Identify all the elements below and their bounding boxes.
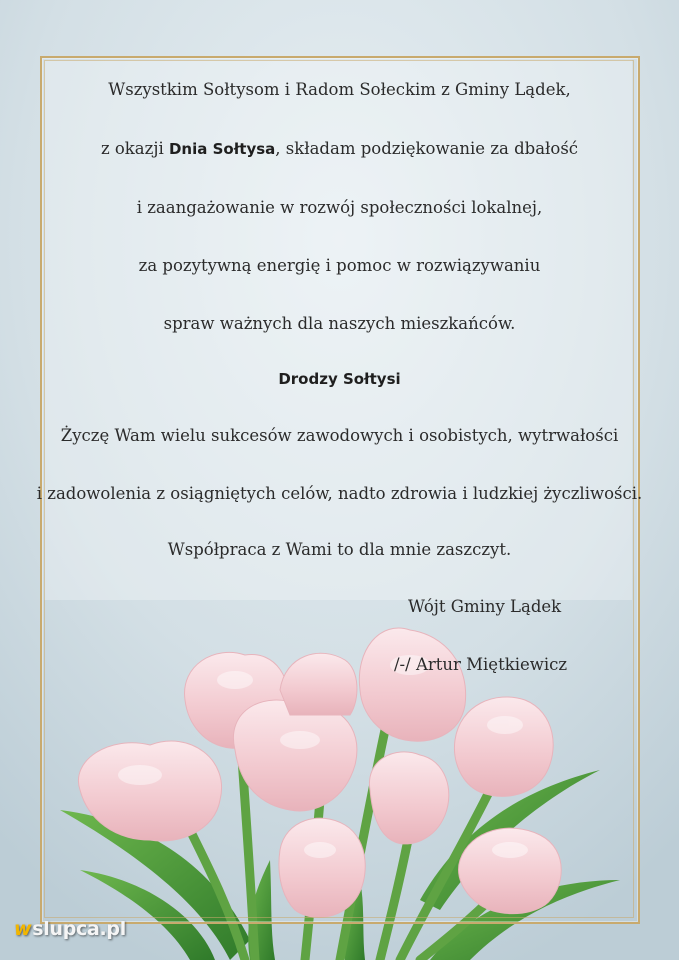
thanks-line-2: za pozytywną energię i pomoc w rozwiązywaniu xyxy=(138,256,541,275)
occasion-name: Dnia Sołtysa xyxy=(168,140,276,158)
closing-line: Współpraca z Wami to dla mnie zaszczyt. xyxy=(167,540,512,559)
wishes-line-2: i zadowolenia z osiągniętych celów, nadto zdrowia i ludzkiej życzliwości. xyxy=(36,484,643,503)
signature-title: Wójt Gminy Lądek xyxy=(408,597,562,616)
greeting-line: Wszystkim Sołtysom i Radom Sołeckim z Gminy Lądek, xyxy=(108,80,571,99)
wishes-line-1: Życzę Wam wielu sukcesów zawodowych i osobistych, wytrwałości xyxy=(60,426,619,445)
signature-name: /-/ Artur Miętkiewicz xyxy=(394,655,568,674)
watermark-logo-icon: w xyxy=(14,918,32,940)
letter-heading: Drodzy Sołtysi xyxy=(278,370,401,388)
occasion-suffix: , składam podziękowanie za dbałość xyxy=(275,139,579,158)
occasion-prefix: z okazji xyxy=(100,139,169,158)
site-watermark xyxy=(14,918,126,940)
occasion-line xyxy=(0,139,679,158)
thanks-line-1: i zaangażowanie w rozwój społeczności lokalnej, xyxy=(136,198,543,217)
thanks-line-3: spraw ważnych dla naszych mieszkańców. xyxy=(163,314,516,333)
watermark-text: slupca.pl xyxy=(32,918,126,940)
